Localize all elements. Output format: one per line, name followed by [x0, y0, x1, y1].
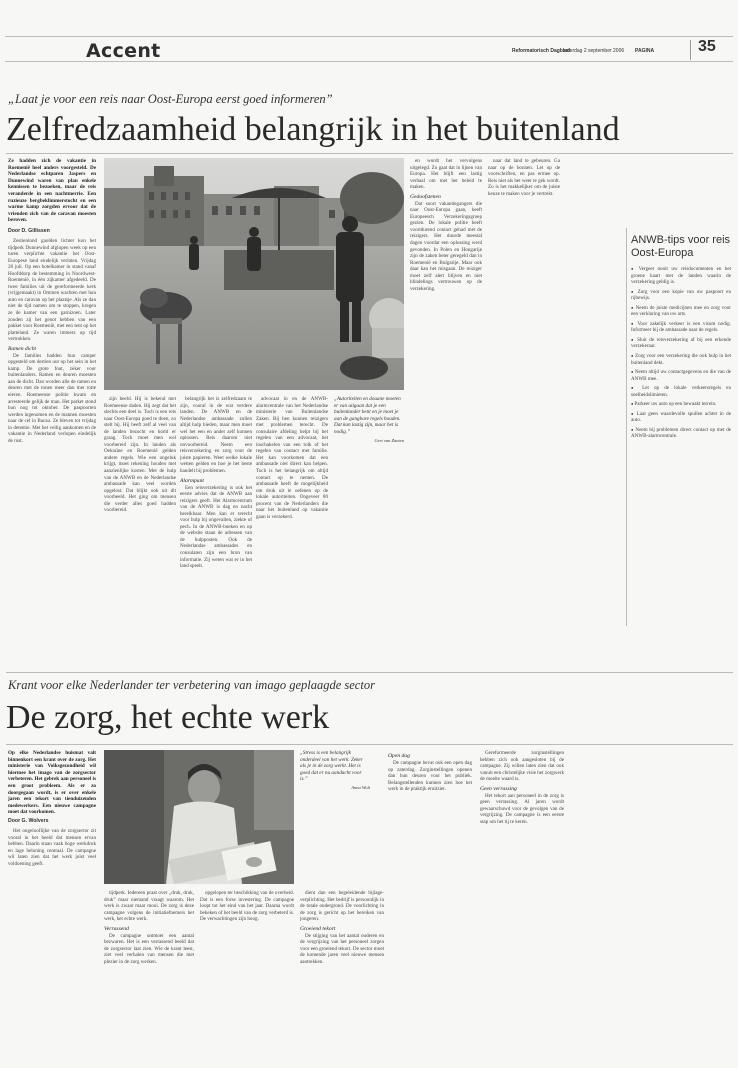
article1-headline: Zelfredzaamheid belangrijk in het buitenland [6, 111, 620, 148]
tip-item: ● Neem de juiste medicijnen mee en zorg voor een verklaring van uw arts. [631, 305, 731, 318]
tip-item: ● Sluit de reisverzekering af bij een erkende verzekeraar. [631, 337, 731, 350]
paragraph: De families hadden hun camper opgesteld om dertien uur op het sein in het kamp. De grote fout, zeker voor buitenlanders. Ramen en deuren moesten aan de dicht. Dan worden alle de ramen en deuren met de tonen meer dan met rotte eieren. Roemeense politie kwam en arresteerde gelijk de man. Het parket stond hun nog tot oktober. De paspoorten werden ingenomen en de mannen moesten naar de cel in Bacau. Ze bleven tot vrijdag in detentie. Met het veilig aankomen en de vakantie in Nederland verlopen eindelijk de rust. [8, 352, 96, 444]
article2-column-3 [104, 890, 194, 1058]
nurse-photo-illustration [104, 750, 294, 884]
section-title: Accent [86, 40, 161, 62]
market-photo-illustration [104, 158, 404, 390]
tips-list [631, 266, 731, 443]
paragraph: dient dan een begeleidende bijlage-verplichting. Het bedrijf is persoonlijk in de totale ondergrond. De voorlichting in de zorg is gericht op het bereiken van jongeren. [300, 890, 384, 923]
pullquote-text: „Stress is een belangrijk onderdeel van het werk. Zeker als je in de zorg werkt. Het is goed dat er nu aandacht voor is.” [300, 750, 363, 783]
paragraph: en wordt het vervolgens uitgelegd. Zo gaat dat in lijnen van Europa. Het blijft een lastig verhaal om met het beleid te maken. [410, 158, 482, 191]
article2-kicker: Krant voor elke Nederlander ter verbetering van imago geplaagde sector [8, 678, 375, 692]
article1-column-6 [488, 158, 560, 664]
paragraph: advocaat in en de ANWB-alarmcentrale van het Nederlandse ministerie van Buitenlandse Zaken. Bij hen kunnen reizigers met problemen terecht. De consulaire afdeling helpt bij het regelen van een advocaat, het inschakelen van een tolk of het regelen van contact met familie. Het kan voorkomen dat een ambassade niet direct kan helpen. Toch is het belangrijk om altijd contact op te nemen. De ambassade heeft de mogelijkheid om druk uit te oefenen op de lokale autoriteiten. Ongeveer 80 procent van de Nederlanders die naar het buitenland op vakantie gaan is verzekerd. [256, 396, 328, 520]
newspaper-name: Reformatorisch Dagblad [512, 48, 571, 54]
paragraph: belangrijk het is zelfredzaam te zijn, vooral in de wat verdere landen. De ANWB en de Nederlandse ambassade zullen altijd hulp bieden, maar men moet wel het een en ander zelf kunnen oplossen. Reis daarom niet onvoorbereid. Neem een reisverzekering en zorg voor de juiste papieren. Weet welke lokale wetten gelden en hoe je het beste handelt bij problemen. [180, 396, 252, 475]
divider [6, 153, 733, 154]
page-label: PAGINA [635, 48, 655, 54]
tip-item: ● Let op de lokale verkeersregels en snelheidslimieten. [631, 385, 731, 398]
subheading: Geen verrassing [480, 785, 517, 792]
article1-byline: Door D. Gillissen [8, 228, 50, 234]
article2-pullquote [300, 750, 370, 792]
paragraph: De stijging van het aantal ouderen en de vergrijzing van het personeel zorgen voor een groeiend tekort. De sector moet de komende jaren veel nieuwe mensen aantrekken. [300, 932, 384, 965]
tip-item: ● Laat geen waardevolle spullen achter in de auto. [631, 411, 731, 424]
header-divider [690, 40, 691, 60]
paragraph: Een reisverzekering is ook het eerste advies dat de ANWB aan reizigers geeft. Het Alarmcentrum van de ANWB is dag en nacht bereikbaar. Men kan er terecht voor hulp bij ongevallen, ziekte of pech. In de ANWB-boeken en op de website staan de adressen van de hulpposten. Ook de Nederlandse ambassades en consulaten zijn een bron van informatie. Zij weten wat er in het land speelt. [180, 484, 252, 570]
tip-item: ● Neem bij problemen direct contact op met de ANWB-alarmcentrale. [631, 427, 731, 440]
subheading: Gedoofstenen [410, 193, 441, 200]
article1-column-5 [410, 158, 482, 664]
paragraph: Dat soort vakantiegangers die naar Oost-Europa gaan, heeft Europeesch Verzekeringsgroep gezien. De lokale politie heeft voortdurend contact gehad met de reizigers. Het duurde meestal dagen voordat een oplossing werd gevonden. In Polen en Hongarije zijn de zaken beter geregeld dan in Roemenië en Bulgarije. Maar ook daar kan het misgaan. De reiziger moet zelf alert blijven en niet blindelings vertrouwen op de verzekering. [410, 200, 482, 292]
paragraph: Het tekort aan personeel in de zorg is geen verrassing. Al jaren wordt gewaarschuwd voor de gevolgen van de vergrijzing. De campagne is een eerste stap om het tij te keren. [480, 792, 564, 825]
article2-column-1 [8, 828, 96, 1058]
pullquote-source: Gert van Zanten [374, 437, 404, 443]
pullquote-source: Anna Wolt [351, 784, 370, 790]
article2-column-4 [200, 890, 294, 1058]
paragraph: De campagne ontmoet een aantal bezwaren. Het is een verrassend beeld dat de zorgsector laat zien. Wie de krant leest, ziet veel verhalen van mensen die met plezier in de zorg werken. [104, 932, 194, 965]
paragraph: Het ongelooflijke van de zorgsector zit vooral in het beeld dat mensen ervan hebben. Daarin staan vaak hoge werkdruk en lage beloning centraal. De campagne wil laten zien dat het werk juist veel voldoening geeft. [8, 828, 96, 867]
article1-pullquote [334, 396, 404, 444]
article2-headline: De zorg, het echte werk [6, 699, 330, 736]
paragraph: De campagne bevat ook een open dag op zaterdag. Zorginstellingen openen dan hun deuren voor het publiek. Belangstellenden kunnen zien hoe het werk in de praktijk eruitziet. [388, 760, 472, 793]
article1-column-3 [180, 396, 252, 664]
paragraph: opgelopen ter beschikking van de overheid. Dat is een forse investering. De campagne loopt tot het eind van het jaar. Daarna wordt bekeken of het beeld van de zorg verbeterd is. De verwachtingen zijn hoog. [200, 890, 294, 923]
subheading: Groeiend tekort [300, 925, 336, 932]
page-number: 35 [698, 38, 716, 55]
pullquote-text: „Autoriteiten en douane moeten er van uitgaan dat je een buitenlander bent en je moet je aan de gangbare regels houden. Dat kan lastig zijn, maar het is nodig.” [334, 396, 401, 435]
divider [6, 744, 733, 745]
article2-column-6 [388, 750, 472, 1058]
paragraph: tijdperk. Iedereen praat over „druk, druk, druk” maar niemand vraagt waarom. Het werk is zwaar maar mooi. De zorg is deze campagne volgens de initiatiefnemers het werk, het echte werk. [104, 890, 194, 923]
market-photo [104, 158, 404, 390]
tip-item: ● Voor zakelijk verkeer is een visum nodig. Informeer bij de ambassade naar de regels. [631, 321, 731, 334]
article1-column-1 [8, 238, 96, 664]
article2-byline: Door G. Wolvers [8, 818, 49, 824]
nurse-photo [104, 750, 294, 884]
article2-lead: Op elke Nederlandse huismat valt binnenkort een krant over de zorg. Het ministerie van Volksgezondheid wil hiermee het imago van de zorgsector verbeteren. Het gebrek aan personeel is een groot probleem. Als er zo doorgegaan wordt, is er over enkele jaren een tekort van tienduizenden medewerkers. Een nieuwe campagne moet dat voorkomen. [8, 750, 96, 816]
tip-item: ● Parkeer uw auto op een bewaakt terrein. [631, 401, 731, 408]
article2-column-5 [300, 890, 384, 1058]
tips-sidebar-title: ANWB-tips voor reis Oost-Europa [631, 234, 731, 259]
subheading: Ramen dicht [8, 345, 37, 352]
issue-date: zaterdag 2 september 2006 [563, 48, 625, 54]
tip-item: ● Vergeet nooit uw reisdocumenten en het groene kaart met de landen waarin de verzekering geldig is. [631, 266, 731, 286]
article1-kicker: „Laat je voor een reis naar Oost-Europa eerst goed informeren” [8, 92, 333, 106]
divider [6, 672, 733, 673]
paragraph: naar dat land te gebeuren. Ga naar op de bonnen. Let op de voorschriften, en pas ermee op. Reis niet als het weer te gek wordt. Zo is het makkelijker om de juiste keuze te maken voor je vertrekt. [488, 158, 560, 197]
subheading: Verrassend [104, 925, 129, 932]
tip-item: ● Zorg voor een verzekering die ook hulp in het buitenland dekt. [631, 353, 731, 366]
article2-column-7 [480, 750, 564, 1058]
article1-column-4 [256, 396, 328, 664]
article1-lead: Ze hadden zich de vakantie in Roemenië heel anders voorgesteld. De Nederlandse echtparen Jaspers en Dunnewind waren van plan enkele kennissen te bezoeken, maar de reis veranderde in een nachtmerrie. Een ruzieuze bergbeklimmerstocht en een warme kamp zorgden ervoor dat de vrienden zich van de caravan moesten beroven. [8, 158, 96, 224]
subheading: Open dag [388, 753, 410, 759]
paragraph: zijn beeld. Hij is bekend met Roemeense daden. Hij zegt dat het slechts een deel is. Toch is een reis naar Oost-Europa goed te doen, zo stelt hij. Hij heeft zelf al veel van de landen bezocht en komt er graag. Toch moet men wel voorbereid zijn. In landen als Oekraïne en Roemenië gelden andere regels. Wie een ongeluk krijgt, moet rekening houden met aanzienlijke kosten. Met de hulp van de ANWB en de Nederlandse ambassade kan veel worden opgelost. Dat blijkt ook uit dit voorbeeld. Het ging om mensen die verder alles goed hadden voorbereid. [104, 396, 176, 514]
paragraph: Zestieninnd gaolden lichter kon het tijdperk Dunnewind afglopen week op een turen verplichte vakantie het Oost-Europese land eindelijk verlaten. Vrijdag 28 juli. Op een hotelkamer in stand vanaf Hoofddorp de bestemming in Noordwest-Roemenië, in één zijkamer afgedeeld. De twee families uit de gereformeerde kerk (vrijgemaakt) in Ommen wachten met hun auto en caravan op het plaatsje. Als ze dan niet de tijd namen om te stoppen, kregen ze de kamer van een garnizoen. Later zouden zij het genot hebben van een pakket voor Roemenië, met een tent op het platteland. Ze waren immers op tijd vertrokken. [8, 238, 96, 343]
article1-column-2 [104, 396, 176, 664]
paragraph: Gereformeerde zorginstellingen hebben zich ook aangesloten bij de campagne. Zij willen laten zien dat ook vanuit een christelijke visie het zorgwerk de moeite waard is. [480, 750, 564, 783]
subheading: Alarmpunt [180, 477, 204, 484]
tip-item: ● Zorg voor een kopie van uw paspoort en rijbewijs. [631, 289, 731, 302]
tip-item: ● Neem altijd uw contactgegevens en die van de ANWB mee. [631, 369, 731, 382]
